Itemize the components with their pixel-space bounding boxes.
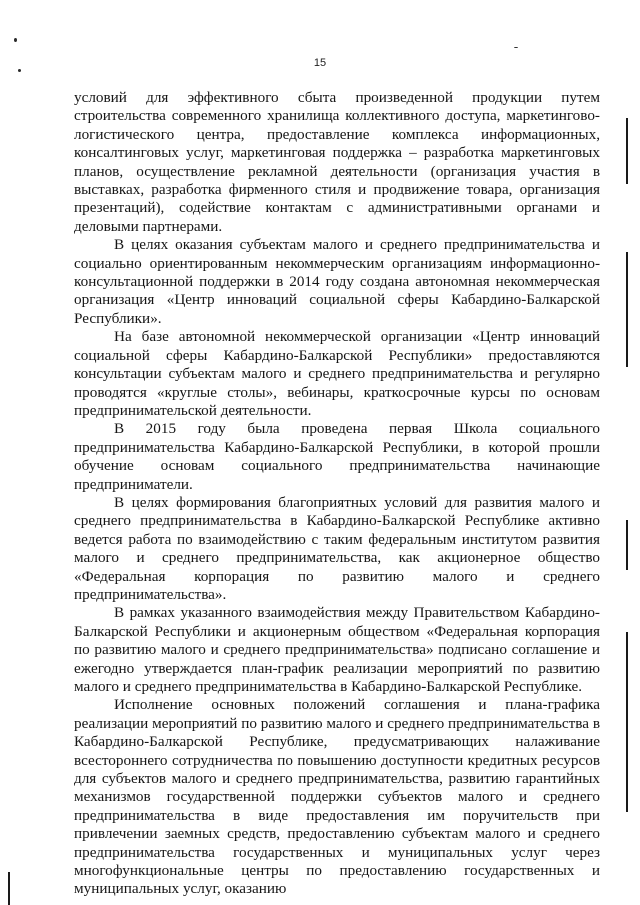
paragraph-3: На базе автономной некоммерческой организации «Центр инноваций социальной сферы Кабардино-Балкарской Республики» предоставляются консультации субъектам малого и среднего предпринимательства и регулярно проводятся «круглые столы», вебинары, краткосрочные курсы по основам предпринимательской деятельности.: [74, 328, 600, 419]
scan-line-left-bottom: [8, 872, 10, 905]
scan-line-right-mid: [626, 252, 628, 367]
scan-line-right-low: [626, 520, 628, 570]
document-body: [74, 89, 600, 899]
scan-line-right-bottom: [626, 632, 628, 812]
paragraph-6: В рамках указанного взаимодействия между Правительством Кабардино-Балкарской Республики и акционерным обществом «Федеральная корпорация по развитию малого и среднего предпринимательства» подписано соглашение и ежегодно утверждается план-график реализации мероприятий по развитию малого и среднего предпринимательства в Кабардино-Балкарской Республике.: [74, 604, 600, 695]
paragraph-7: Исполнение основных положений соглашения и плана-графика реализации мероприятий по развитию малого и среднего предпринимательства в Кабардино-Балкарской Республике, предусматривающих налаживание всестороннего сотрудничества по повышению доступности кредитных ресурсов для субъектов малого и среднего предпринимательства, развитию гарантийных механизмов государственной поддержки субъектов малого и среднего предпринимательства в виде предоставления им поручительств при привлечении заемных средств, предоставлению субъектам малого и среднего предпринимательства государственных и муниципальных услуг через многофункциональные центры по предоставлению государственных и муниципальных услуг, оказанию: [74, 696, 600, 898]
scan-dot: [14, 38, 17, 42]
page-number: 15: [313, 57, 327, 69]
scan-line-right-top: [626, 118, 628, 184]
scan-dot: [18, 69, 21, 72]
scan-dot: [514, 47, 518, 48]
paragraph-1: условий для эффективного сбыта произведенной продукции путем строительства современного хранилища коллективного доступа, маркетингово-логистического центра, предоставление комплекса информационных, консалтинговых услуг, маркетинговая поддержка – разработка маркетинговых планов, осуществление рекламной деятельности (организация участия в выставках, разработка фирменного стиля и продвижение товара, организация презентаций), содействие контактам с административными органами и деловыми партнерами.: [74, 89, 600, 235]
paragraph-4: В 2015 году была проведена первая Школа социального предпринимательства Кабардино-Балкарской Республики, в которой прошли обучение основам социального предпринимательства начинающие предприниматели.: [74, 420, 600, 493]
paragraph-5: В целях формирования благоприятных условий для развития малого и среднего предпринимательства в Кабардино-Балкарской Республике активно ведется работа по взаимодействию с таким федеральным институтом развития малого и среднего предпринимательства, как акционерное общество «Федеральная корпорация по развитию малого и среднего предпринимательства».: [74, 493, 600, 603]
paragraph-2: В целях оказания субъектам малого и среднего предпринимательства и социально ориентированным некоммерческим организациям информационно-консультационной поддержки в 2014 году создана автономная некоммерческая организация «Центр инноваций социальной сферы Кабардино-Балкарской Республики».: [74, 236, 600, 327]
